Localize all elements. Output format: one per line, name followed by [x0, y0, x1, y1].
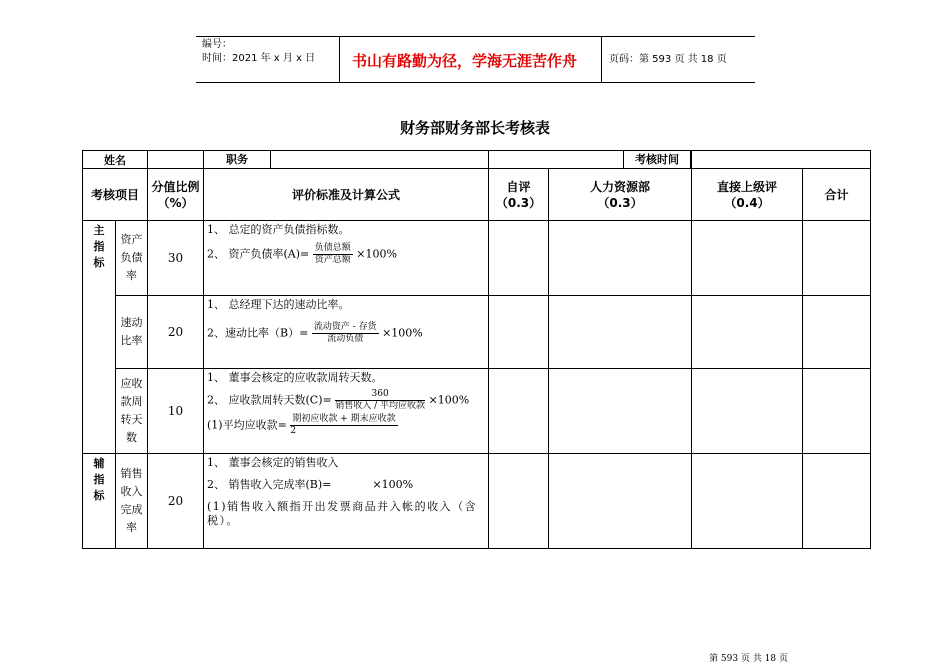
- formula-fraction: [313, 243, 353, 266]
- total-score-cell[interactable]: [803, 454, 871, 549]
- item-weight: 30: [148, 221, 204, 296]
- col-hr-line2: （0.3）: [597, 195, 643, 210]
- formula-suffix: ×100%: [382, 326, 423, 340]
- formula-prefix: 2、 应收款周转天数(C)=: [207, 393, 332, 407]
- category-main-label: 主指标: [93, 224, 105, 269]
- col-hr-line1: 人力资源部: [589, 179, 650, 194]
- hr-score-cell[interactable]: [549, 296, 692, 369]
- item-name-text: 资产负债率: [120, 233, 143, 282]
- table-row: [83, 296, 871, 369]
- formula-prefix: 2、 销售收入完成率(B)=: [207, 478, 332, 491]
- col-criteria: 评价标准及计算公式: [204, 169, 489, 221]
- formula-prefix: 2、 资产负债率(A)=: [207, 247, 310, 261]
- col-weight-line1: 分值比例: [151, 179, 200, 194]
- column-header-row: [83, 169, 871, 221]
- formula-prefix: 2、速动比率（B）=: [207, 326, 309, 340]
- item-weight: 10: [148, 369, 204, 454]
- col-self: [489, 169, 549, 221]
- total-score-cell[interactable]: [803, 369, 871, 454]
- col-weight-line2: （%）: [157, 195, 194, 210]
- col-sup-line1: 直接上级评: [716, 179, 777, 194]
- evaluation-table: [82, 150, 871, 549]
- formula-suffix: ×100%: [428, 393, 470, 407]
- fraction-denominator: 资产总额: [314, 255, 351, 265]
- criteria-cell: [204, 221, 489, 296]
- item-name: [116, 454, 148, 549]
- formula-suffix: ×100%: [372, 478, 414, 491]
- formula-fraction: [312, 322, 379, 345]
- item-name-text: 销售收入完成率: [120, 467, 143, 534]
- header-top-rule: [196, 36, 755, 37]
- self-score-cell[interactable]: [489, 454, 549, 549]
- hr-score-cell[interactable]: [549, 369, 692, 454]
- category-aux: [83, 454, 116, 549]
- header-divider-left: [339, 36, 340, 82]
- hr-score-cell[interactable]: [549, 454, 692, 549]
- criteria-line: 1、 董事会核定的应收款周转天数。: [207, 371, 383, 384]
- fraction-numerator: 负债总额: [314, 243, 351, 253]
- col-weight: [148, 169, 204, 221]
- criteria-cell: [204, 454, 489, 549]
- position-label: 职务: [204, 151, 271, 168]
- criteria-line: (1)销售收入额指开出发票商品并入帐的收入（含税）。: [207, 500, 478, 527]
- self-score-cell[interactable]: [489, 369, 549, 454]
- col-supervisor: [692, 169, 803, 221]
- criteria-line: 1、 总经理下达的速动比率。: [207, 298, 350, 311]
- supervisor-score-cell[interactable]: [692, 296, 803, 369]
- criteria-cell: [204, 296, 489, 369]
- name-value-cell[interactable]: [148, 151, 204, 169]
- criteria-cell: [204, 369, 489, 454]
- fraction-denominator: 流动负债: [327, 334, 364, 344]
- item-name: [116, 296, 148, 369]
- fraction-numerator: 流动资产 - 存货: [313, 322, 377, 332]
- self-score-cell[interactable]: [489, 221, 549, 296]
- motto-text: 书山有路勤为径，学海无涯苦作舟: [352, 52, 578, 70]
- col-total: 合计: [803, 169, 871, 221]
- fraction-numerator: 期初应收款 + 期末应收款: [292, 414, 396, 424]
- hr-score-cell[interactable]: [549, 221, 692, 296]
- time-label: 时间：2021 年 x 月 x 日: [202, 53, 316, 64]
- formula-fraction: [290, 414, 397, 437]
- time-cell: [489, 151, 692, 169]
- item-weight: 20: [148, 296, 204, 369]
- doc-number-label: 编号：: [202, 39, 232, 50]
- page-footer: 第 593 页 共 18 页: [709, 654, 788, 664]
- eval-time-value[interactable]: [692, 151, 871, 169]
- position-value[interactable]: [271, 151, 488, 168]
- col-self-line2: （0.3）: [495, 195, 542, 210]
- fraction-numerator: 360: [335, 389, 425, 401]
- page-title: 财务部财务部长考核表: [399, 119, 550, 137]
- col-self-line1: 自评: [506, 179, 531, 194]
- item-name-text: 速动比率: [120, 316, 143, 347]
- col-item: 考核项目: [83, 169, 148, 221]
- self-score-cell[interactable]: [489, 296, 549, 369]
- table-row: [83, 369, 871, 454]
- name-label: 姓名: [83, 151, 148, 169]
- supervisor-score-cell[interactable]: [692, 369, 803, 454]
- header-divider-right: [601, 36, 602, 82]
- fraction-denominator: 2: [290, 426, 297, 436]
- eval-time-label: 考核时间: [623, 151, 691, 168]
- item-name: [116, 221, 148, 296]
- fraction-denominator: 销售收入 / 平均应收款: [335, 401, 425, 411]
- info-row: [83, 151, 871, 169]
- total-score-cell[interactable]: [803, 221, 871, 296]
- category-aux-label: 辅指标: [93, 457, 105, 502]
- category-main: [83, 221, 116, 454]
- position-cell: [204, 151, 489, 169]
- table-row: [83, 454, 871, 549]
- supervisor-score-cell[interactable]: [692, 221, 803, 296]
- item-name: [116, 369, 148, 454]
- criteria-line: 1、 董事会核定的销售收入: [207, 456, 339, 469]
- page-info: 页码：第 593 页 共 18 页: [609, 54, 727, 65]
- formula-suffix: ×100%: [356, 247, 397, 261]
- supervisor-score-cell[interactable]: [692, 454, 803, 549]
- col-hr: [549, 169, 692, 221]
- formula-fraction: [335, 389, 425, 412]
- item-name-text: 应收款周转天数: [120, 377, 143, 444]
- item-weight: 20: [148, 454, 204, 549]
- criteria-line: 1、 总定的资产负债指标数。: [207, 223, 350, 236]
- total-score-cell[interactable]: [803, 296, 871, 369]
- formula-prefix: (1)平均应收款=: [207, 418, 287, 432]
- col-sup-line2: （0.4）: [724, 195, 770, 210]
- table-row: [83, 221, 871, 296]
- header-bottom-rule: [196, 82, 755, 83]
